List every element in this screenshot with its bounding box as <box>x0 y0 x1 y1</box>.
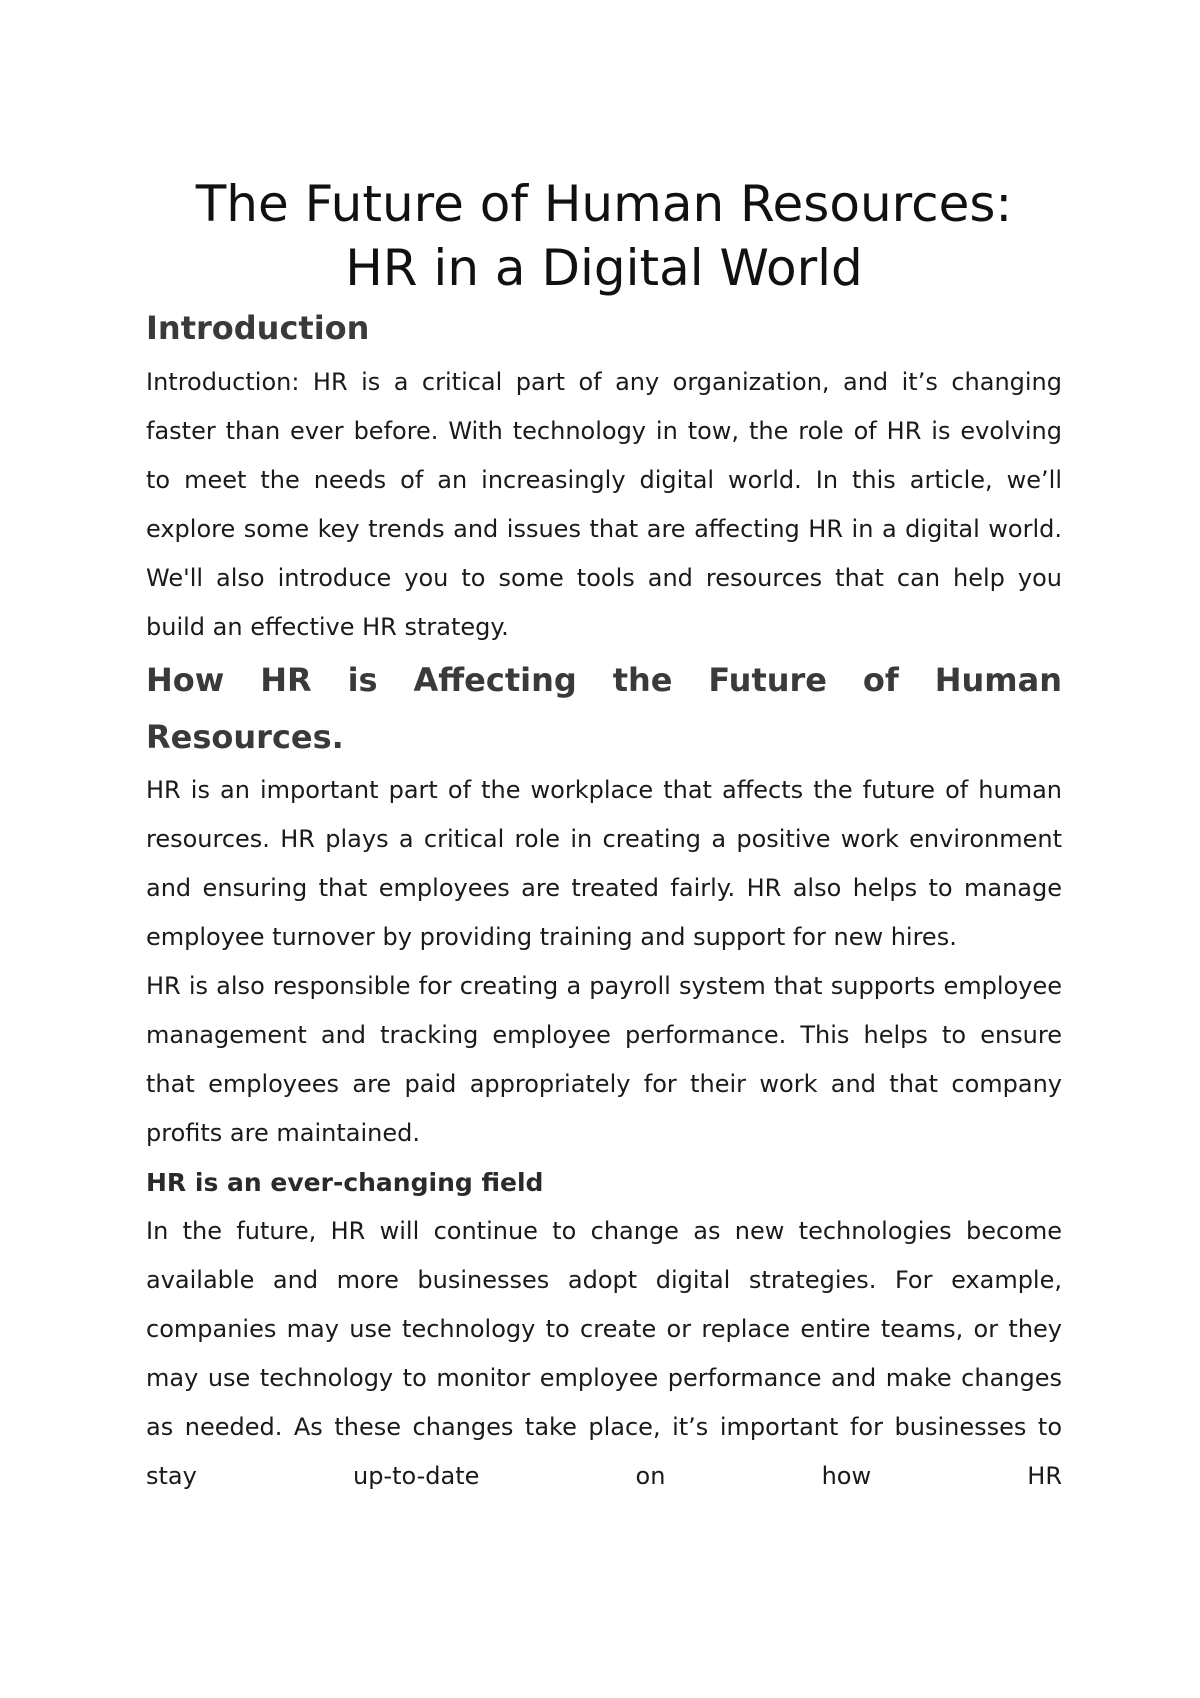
section-heading-ever-changing: HR is an ever-changing field <box>146 1168 544 1197</box>
paragraph-hr-future: In the future, HR will continue to change as new technologies become available and more businesses adopt digital strategies. For example, companies may use technology to create or replace entire teams, or they may use technology to monitor employee performance and make changes as needed. As these changes take place, it’s important for businesses to stay up-to-date on how HR <box>146 1217 1062 1490</box>
paragraph-hr-workplace: HR is an important part of the workplace that affects the future of human resources. HR plays a critical role in creating a positive work environment and ensuring that employees are treated fairly. HR also helps to manage employee turnover by providing training and support for new hires. <box>146 776 1062 951</box>
paragraph-introduction: Introduction: HR is a critical part of any organization, and it’s changing faster than ever before. With technology in tow, the role of HR is evolving to meet the needs of an increasingly digital world. In this article, we’ll explore some key trends and issues that are affecting HR in a digital world. We'll also introduce you to some tools and resources that can help you build an effective HR strategy. <box>146 368 1062 641</box>
document-title-line-1: The Future of Human Resources: <box>195 175 1013 233</box>
section-heading-introduction: Introduction <box>146 309 370 347</box>
document-title <box>146 172 1062 300</box>
section-heading-how-hr-affects: How HR is Affecting the Future of Human Resources. <box>146 661 1062 756</box>
document-title-line-2: HR in a Digital World <box>345 239 863 297</box>
paragraph-hr-payroll: HR is also responsible for creating a payroll system that supports employee management and tracking employee performance. This helps to ensure that employees are paid appropriately for their work and that company profits are maintained. <box>146 972 1062 1147</box>
document-page <box>146 172 1062 1501</box>
